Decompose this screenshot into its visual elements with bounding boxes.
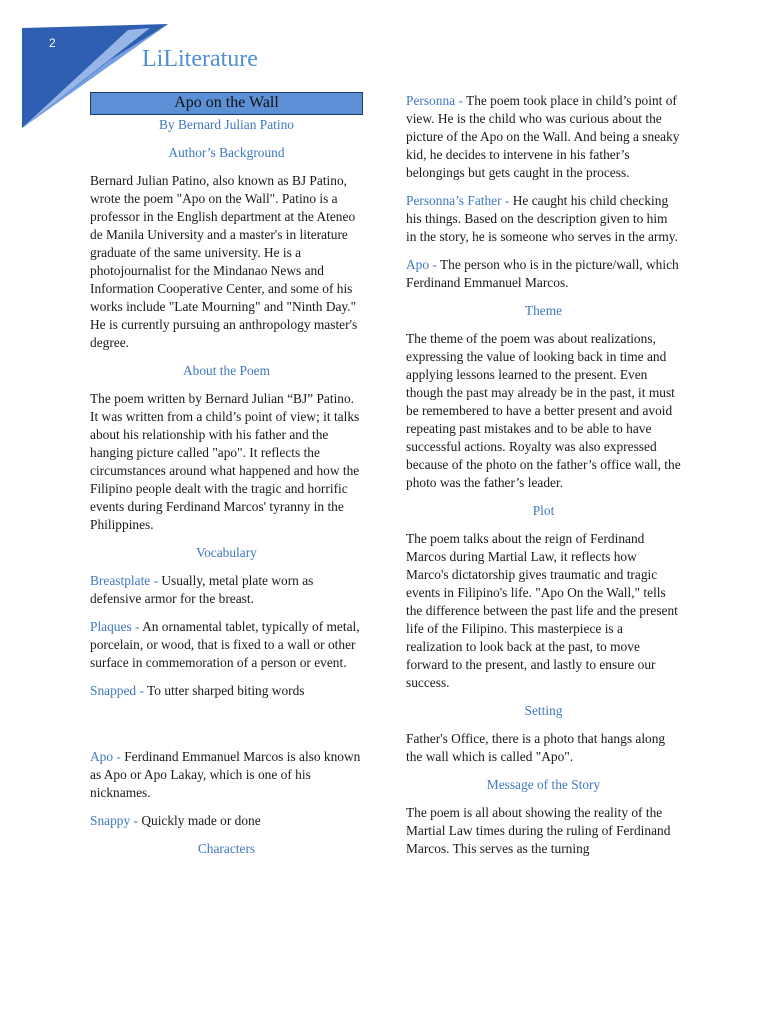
vocab-entry-apo bbox=[90, 748, 363, 802]
character-entry-apo bbox=[406, 256, 681, 292]
vocab-definition: Ferdinand Emmanuel Marcos is also known as Apo or Apo Lakay, which is one of his nicknames. bbox=[90, 749, 361, 800]
character-entry-father bbox=[406, 192, 681, 246]
character-term: Personna’s Father - bbox=[406, 193, 513, 208]
vocab-term: Breastplate - bbox=[90, 573, 162, 588]
author-background-text: Bernard Julian Patino, also known as BJ Patino, wrote the poem "Apo on the Wall". Patino is a professor in the English department at the Ateneo de Manila University and a master's in literature graduate of the same university. He is a photojournalist for the Mindanao News and Information Cooperative Center, and some of his works include "Late Mourning" and "Ninth Day." He is currently pursuing an anthropology master's degree. bbox=[90, 173, 358, 350]
setting-text: Father's Office, there is a photo that hangs along the wall which is called "Apo". bbox=[406, 731, 666, 764]
setting-heading: Setting bbox=[524, 703, 563, 718]
byline: By Bernard Julian Patino bbox=[158, 117, 294, 132]
character-description: The person who is in the picture/wall, which Ferdinand Emmanuel Marcos. bbox=[406, 257, 679, 290]
vocab-definition: Usually, metal plate worn as defensive armor for the breast. bbox=[90, 573, 314, 606]
vocab-definition: To utter sharped biting words bbox=[147, 683, 305, 698]
theme-text: The theme of the poem was about realizations, expressing the value of looking back in time and applying lessons learned to the present. Even though the past may already be in the past, it must be remembered to have a better present and avoid repeating past mistakes and to be able to have successful actions. Royalty was also expressed because of the photo on the father’s office wall, the photo was the father’s leader. bbox=[406, 331, 681, 490]
vocab-term: Snappy - bbox=[90, 813, 142, 828]
spacer bbox=[90, 710, 363, 748]
vocab-definition: Quickly made or done bbox=[141, 813, 261, 828]
right-column bbox=[406, 92, 681, 868]
vocab-entry-breastplate bbox=[90, 572, 363, 608]
character-description: The poem took place in child’s point of view. He is the child who was curious about the picture of the Apo on the Wall. And being a sneaky kid, he decides to intervene in his father’s belongings but gets caught in the process. bbox=[406, 93, 680, 180]
message-text: The poem is all about showing the reality of the Martial Law times during the ruling of Ferdinand Marcos. This serves as the turning bbox=[406, 805, 671, 856]
vocab-entry-snapped bbox=[90, 682, 363, 700]
vocab-term: Plaques - bbox=[90, 619, 143, 634]
left-column bbox=[90, 92, 363, 868]
about-poem-text: The poem written by Bernard Julian “BJ” Patino. It was written from a child’s point of view; it talks about his relationship with his father and the hanging picture called "apo". It reflects the circumstances around what happened and how the Filipino people dealt with the tragic and horrific events during Ferdinand Marcos' tyranny in the Philippines. bbox=[90, 391, 360, 532]
character-term: Personna - bbox=[406, 93, 467, 108]
plot-text: The poem talks about the reign of Ferdinand Marcos during Martial Law, it reflects how Marco's dictatorship gives traumatic and tragic events in Filipino's life. "Apo On the Wall," tells the difference between the past life and the present life of the Filipino. This masterpiece is a realization to look back at the past, to move forward to the present, and lastly to ensure our success. bbox=[406, 531, 678, 690]
vocab-term: Snapped - bbox=[90, 683, 148, 698]
theme-heading: Theme bbox=[524, 303, 563, 318]
author-background-heading: Author’s Background bbox=[168, 145, 285, 160]
plot-heading: Plot bbox=[532, 503, 555, 518]
vocab-entry-plaques bbox=[90, 618, 363, 672]
about-poem-heading: About the Poem bbox=[182, 363, 271, 378]
page-number: 2 bbox=[49, 36, 56, 50]
character-entry-personna bbox=[406, 92, 681, 182]
character-description: He caught his child checking his things. Based on the description given to him in the story, he is someone who serves in the army. bbox=[406, 193, 678, 244]
character-term: Apo - bbox=[406, 257, 440, 272]
vocab-term: Apo - bbox=[90, 749, 125, 764]
vocab-definition: An ornamental tablet, typically of metal, porcelain, or wood, that is fixed to a wall or other surface in commemoration of a person or event. bbox=[90, 619, 360, 670]
characters-heading: Characters bbox=[197, 841, 256, 856]
header-title: LiLiterature bbox=[142, 46, 258, 72]
vocabulary-heading: Vocabulary bbox=[196, 545, 257, 560]
message-heading: Message of the Story bbox=[486, 777, 601, 792]
document-title: Apo on the Wall bbox=[90, 92, 363, 115]
vocab-entry-snappy bbox=[90, 812, 363, 830]
